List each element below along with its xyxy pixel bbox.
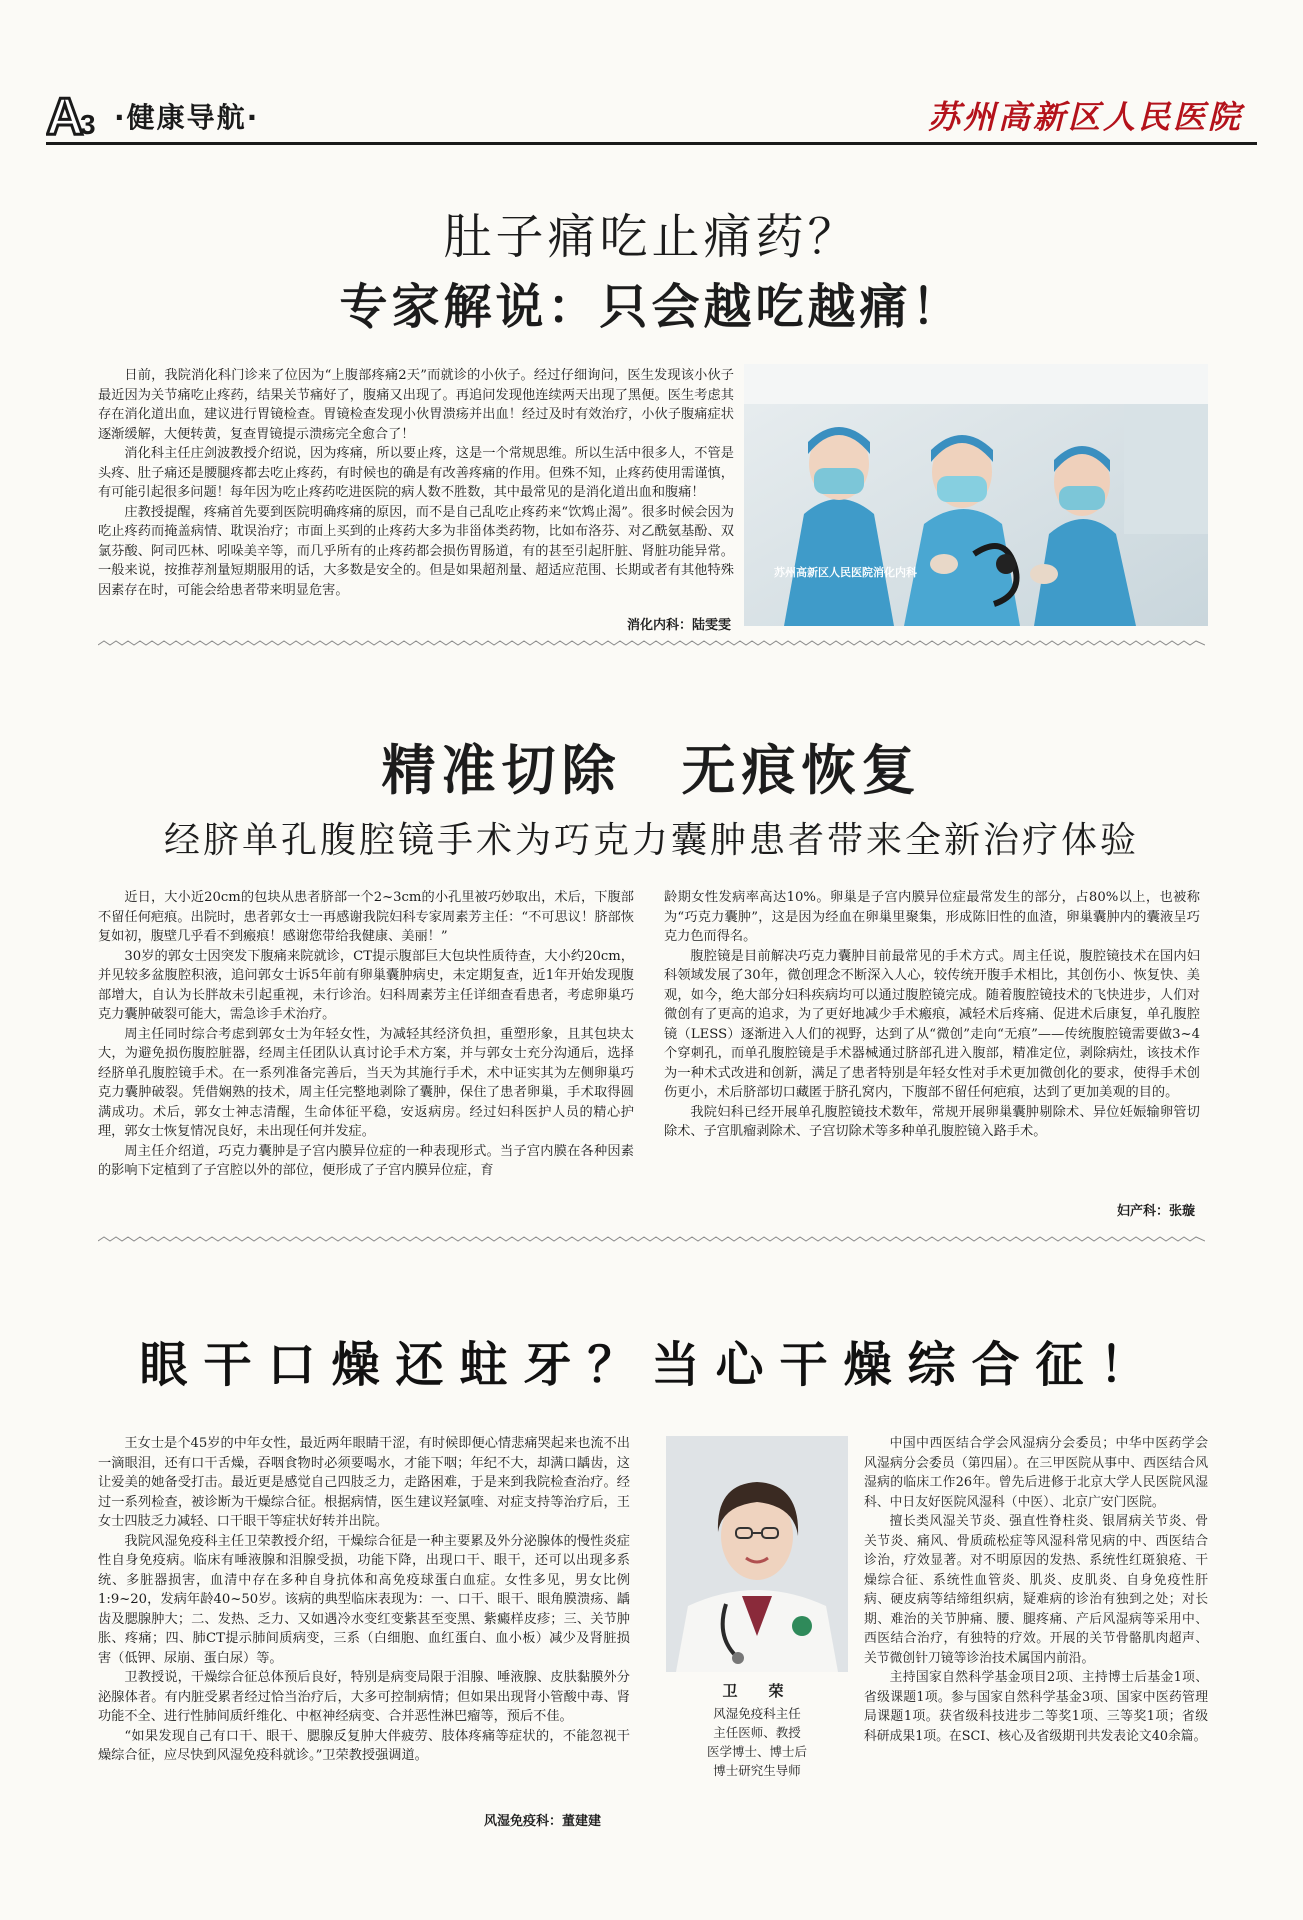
doctor-bio bbox=[864, 1434, 1208, 1746]
endoscopy-team-photo bbox=[744, 364, 1208, 626]
doctor-title-line: 医学博士、博士后 bbox=[706, 1744, 807, 1759]
paragraph: 消化科主任庄剑波教授介绍说，因为疼痛，所以要止疼，这是一个常规思维。所以生活中很多人，不管是头疼、肚子痛还是腰腿疼都去吃止疼药，有时候也的确是有改善疼痛的作用。但殊不知，止疼药使用需谨慎，有可能引起很多问题！每年因为吃止疼药吃进医院的病人数不胜数，其中最常见的是消化道出血和腹痛！ bbox=[98, 446, 734, 500]
hospital-logo: 苏州高新区人民医院 bbox=[927, 98, 1243, 136]
doctor-portrait bbox=[666, 1436, 848, 1672]
article1-title-line2: 专家解说：只会越吃越痛！ bbox=[339, 279, 964, 335]
photo-caption: 苏州高新区人民医院消化内科 bbox=[774, 566, 917, 579]
doctor-titles bbox=[666, 1704, 848, 1780]
paragraph: 近日，大小近20cm的包块从患者脐部一个2~3cm的小孔里被巧妙取出，术后，下腹部不留任何疤痕。出院时，患者郭女士一再感谢我院妇科专家周素芳主任：“不可思议！脐部恢复如初，腹壁几乎看不到瘢痕！感谢您带给我健康、美丽！” bbox=[98, 890, 634, 944]
paragraph: 周主任介绍道，巧克力囊肿是子宫内膜异位症的一种表现形式。当子宫内膜在各种因素的影响下定植到了子宫腔以外的部位，便形成了子宫内膜异位症，育 bbox=[98, 1143, 634, 1178]
paragraph: 中国中西医结合学会风湿病分会委员；中华中医药学会风湿病分会委员（第四届）。在三甲医院从事中、西医结合风湿病的临床工作26年。曾先后进修于北京大学人民医院风湿科、中日友好医院风湿科（中医）、北京广安门医院。 bbox=[864, 1436, 1208, 1510]
paragraph: 王女士是个45岁的中年女性，最近两年眼睛干涩，有时候即便心情悲痛哭起来也流不出一滴眼泪，还有口干舌燥，吞咽食物时必须要喝水，才能下咽；年纪不大，却满口龋齿，这让爱美的她备受打击。最近更是感觉自己四肢乏力，走路困难，于是来到我院检查治疗。经过一系列检查，被诊断为干燥综合征。根据病情，医生建议羟氯喹、对症支持等治疗后，王女士四肢乏力减轻、口干眼干等症状好转并出院。 bbox=[98, 1436, 630, 1529]
page-letter: A bbox=[46, 88, 84, 140]
section-divider bbox=[98, 640, 1205, 650]
doctor-title-line: 主任医师、教授 bbox=[713, 1725, 801, 1740]
paragraph: “如果发现自己有口干、眼干、腮腺反复肿大伴疲劳、肢体疼痛等症状的，不能忽视干燥综合征，应尽快到风湿免疫科就诊。”卫荣教授强调道。 bbox=[98, 1728, 630, 1763]
paragraph: 日前，我院消化科门诊来了位因为“上腹部疼痛2天”而就诊的小伙子。经过仔细询问，医生发现该小伙子最近因为关节痛吃止疼药，结果关节痛好了，腹痛又出现了。再追问发现他连续两天出现了黑便。医生考虑其存在消化道出血，建议进行胃镜检查。胃镜检查发现小伙胃溃疡并出血！经过及时有效治疗，小伙子腹痛症状逐渐缓解，大便转黄，复查胃镜提示溃疡完全愈合了！ bbox=[98, 368, 734, 442]
paragraph: 我院妇科已经开展单孔腹腔镜技术数年，常规开展卵巢囊肿剔除术、异位妊娠输卵管切除术、子宫肌瘤剥除术、子宫切除术等多种单孔腹腔镜入路手术。 bbox=[664, 1104, 1200, 1139]
article3-byline: 风湿免疫科：董建建 bbox=[484, 1814, 602, 1829]
page-number: 3 bbox=[80, 109, 96, 140]
portrait-illustration bbox=[666, 1436, 848, 1672]
article1-body bbox=[98, 366, 734, 600]
article1-title-line1: 肚子痛吃止痛药？ bbox=[443, 209, 860, 265]
doctor-title-line: 博士研究生导师 bbox=[713, 1763, 801, 1778]
article2-byline: 妇产科：张璇 bbox=[1116, 1204, 1195, 1219]
paragraph: 腹腔镜是目前解决巧克力囊肿目前最常见的手术方式。周主任说，腹腔镜技术在国内妇科领域发展了30年，微创理念不断深入人心，较传统开腹手术相比，其创伤小、恢复快、美观，如今，绝大部分妇科疾病均可以通过腹腔镜完成。随着腹腔镜技术的飞快进步，人们对微创有了更高的追求，为了更好地减少手术瘢痕，减轻术后疼痛、促进术后康复，单孔腹腔镜（LESS）逐渐进入人们的视野，达到了从“微创”走向“无痕”——传统腹腔镜需要做3~4个穿刺孔，而单孔腹腔镜是手术器械通过脐部孔进入腹部，精准定位，剥除病灶，该技术作为一种术式改进和创新，满足了患者特别是年轻女性对手术更加微创化的要求，使得手术创伤更小，术后脐部切口藏匿于脐孔窝内，下腹部不留任何疤痕，达到了更加美观的目的。 bbox=[664, 948, 1200, 1100]
paragraph: 卫教授说，干燥综合征总体预后良好，特别是病变局限于泪腺、唾液腺、皮肤黏膜外分泌腺体者。有内脏受累者经过恰当治疗后，大多可控制病情；但如果出现肾小管酸中毒、肾功能不全、进行性肺间质纤维化、中枢神经病变、合并恶性淋巴瘤等，预后不佳。 bbox=[98, 1670, 630, 1724]
paragraph: 我院风湿免疫科主任卫荣教授介绍，干燥综合征是一种主要累及外分泌腺体的慢性炎症性自身免疫病。临床有唾液腺和泪腺受损，功能下降，出现口干、眼干，还可以出现多系统、多脏器损害，血清中存在多种自身抗体和高免疫球蛋白血症。女性多见，男女比例1:9~20，发病年龄40~50岁。该病的典型临床表现为：一、口干、眼干、眼角膜溃疡、龋齿及腮腺肿大；二、发热、乏力、又如遇冷水变红变紫甚至变黑、紫癜样皮疹；三、关节肿胀、疼痛；四、肺CT提示肺间质病变，三系（白细胞、血红蛋白、血小板）减少及肾脏损害（低钾、尿崩、蛋白尿）等。 bbox=[98, 1533, 630, 1666]
doctor-title-line: 风湿免疫科主任 bbox=[713, 1706, 801, 1721]
paragraph: 30岁的郭女士因突发下腹痛来院就诊，CT提示腹部巨大包块性质待查，大小约20cm，并见较多盆腹腔积液，追问郭女士诉5年前有卵巢囊肿病史，未定期复查，近1年开始发现腹部增大，自认为长胖故未引起重视，未行诊治。妇科周素芳主任详细查看患者，考虑卵巢巧克力囊肿破裂可能大，需急诊手术治疗。 bbox=[98, 948, 634, 1022]
section-divider bbox=[98, 1236, 1205, 1246]
photo-illustration bbox=[744, 364, 1208, 626]
page-number-mark bbox=[46, 88, 98, 140]
article2-right-column bbox=[664, 888, 1200, 1142]
paragraph: 擅长类风湿关节炎、强直性脊柱炎、银屑病关节炎、骨关节炎、痛风、骨质疏松症等风湿科常见病的中、西医结合诊治，疗效显著。对不明原因的发热、系统性红斑狼疮、干燥综合征、系统性血管炎、肌炎、皮肌炎、自身免疫性肝病、硬皮病等结缔组织病，疑难病的诊治有独到之处；对长期、难治的关节肿痛、腰、腿疼痛、产后风湿病等采用中、西医结合治疗，有独特的疗效。开展的关节骨骼肌肉超声、关节微创针刀镜等诊治技术属国内前沿。 bbox=[864, 1514, 1208, 1666]
article2-title-line1: 精准切除 无痕恢复 bbox=[381, 738, 922, 802]
paragraph: 龄期女性发病率高达10%。卵巢是子宫内膜异位症最常发生的部分，占80%以上，也被称为“巧克力囊肿”，这是因为经血在卵巢里聚集，形成陈旧性的血渣，卵巢囊肿内的囊液呈巧克力色而得名。 bbox=[664, 890, 1200, 944]
doctor-name: 卫 荣 bbox=[722, 1682, 792, 1700]
article3-body bbox=[98, 1434, 630, 1766]
article2-left-column bbox=[98, 888, 634, 1181]
article1-byline: 消化内科：陆雯雯 bbox=[626, 618, 731, 633]
paragraph: 周主任同时综合考虑到郭女士为年轻女性，为减轻其经济负担，重塑形象，且其包块太大，为避免损伤腹腔脏器，经周主任团队认真讨论手术方案，并与郭女士充分沟通后，选择经脐单孔腹腔镜手术。在一系列准备完善后，当天为其施行手术，术中证实其为左侧卵巢巧克力囊肿破裂。凭借娴熟的技术，周主任完整地剥除了囊肿，保住了患者卵巢，手术取得圆满成功。术后，郭女士神志清醒，生命体征平稳，安返病房。经过妇科医护人员的精心护理，郭女士恢复情况良好，未出现任何并发症。 bbox=[98, 1026, 634, 1139]
article2-title-line2: 经脐单孔腹腔镜手术为巧克力囊肿患者带来全新治疗体验 bbox=[163, 820, 1139, 861]
header-rule bbox=[46, 142, 1257, 145]
paragraph: 主持国家自然科学基金项目2项、主持博士后基金1项、省级课题1项。参与国家自然科学基金3项、国家中医药管理局课题1项。获省级科技进步二等奖1项、三等奖1项；省级科研成果1项。在SCI、核心及省级期刊共发表论文40余篇。 bbox=[864, 1670, 1208, 1744]
paragraph: 庄教授提醒，疼痛首先要到医院明确疼痛的原因，而不是自己乱吃止疼药来“饮鸩止渴”。很多时候会因为吃止疼药而掩盖病情、耽误治疗；市面上买到的止疼药大多为非甾体类药物，比如布洛芬、对乙酰氨基酚、双氯芬酸、阿司匹林、吲哚美辛等，而几乎所有的止疼药都会损伤胃肠道，有的甚至引起肝脏、肾脏功能异常。一般来说，按推荐剂量短期服用的话，大多数是安全的。但是如果超剂量、超适应范围、长期或者有其他特殊因素存在时，可能会给患者带来明显危害。 bbox=[98, 504, 734, 598]
article3-title: 眼干口燥还蛀牙？当心干燥综合征！ bbox=[139, 1337, 1164, 1393]
section-title: ·健康导航· bbox=[114, 101, 260, 134]
